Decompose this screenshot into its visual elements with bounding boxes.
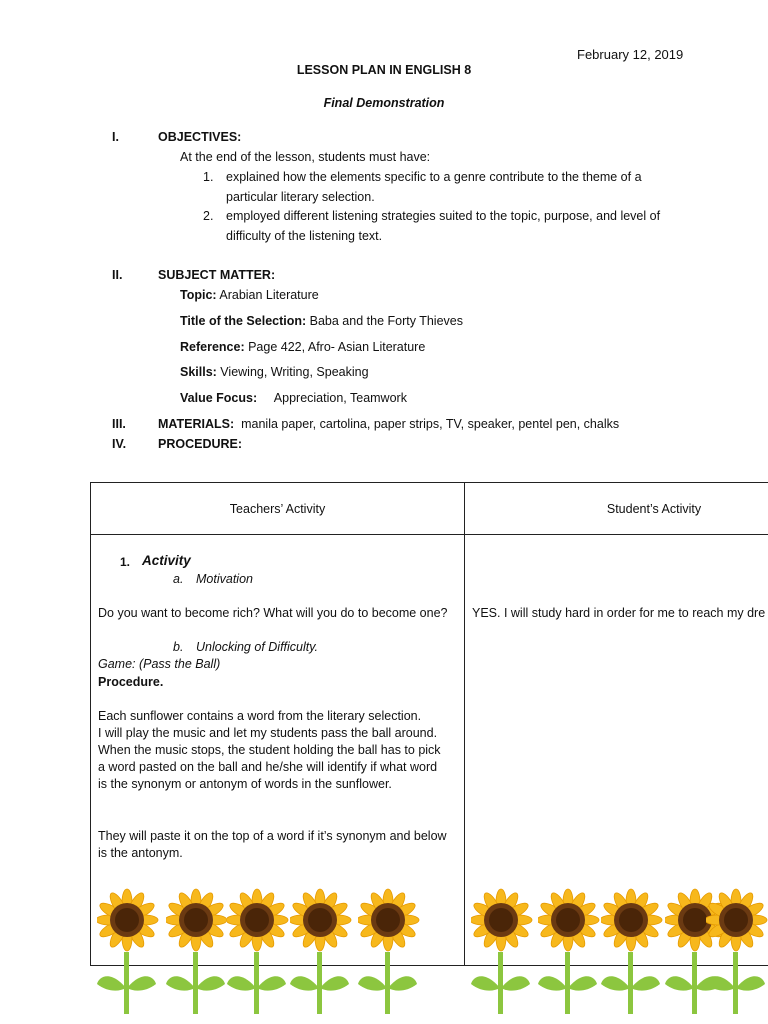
game-label: Game: (Pass the Ball) — [98, 657, 221, 671]
unlocking-label: Unlocking of Difficulty. — [196, 640, 319, 654]
motivation-question: Do you want to become rich? What will you do to become one? — [98, 606, 448, 620]
objective-number: 2. — [203, 209, 214, 223]
paragraph-line: I will play the music and let my students pass the ball around. — [98, 726, 438, 740]
objective-line: difficulty of the listening text. — [226, 229, 383, 243]
sunflower-icon — [290, 888, 352, 1024]
field-topic — [180, 288, 319, 302]
field-title-of-selection — [180, 314, 463, 328]
activity-number: 1. — [120, 555, 131, 569]
column-divider — [464, 483, 465, 965]
field-reference — [180, 340, 425, 354]
sunflower-icon — [358, 888, 420, 1024]
field-label: Skills: — [180, 365, 217, 379]
paragraph-line: is the antonym. — [98, 846, 183, 860]
sunflower-icon — [227, 888, 289, 1024]
document-subtitle: Final Demonstration — [323, 96, 445, 110]
field-label: Reference: — [180, 340, 245, 354]
date: February 12, 2019 — [577, 47, 684, 62]
objective-number: 1. — [203, 170, 214, 184]
field-value: Baba and the Forty Thieves — [306, 314, 463, 328]
objective-line: particular literary selection. — [226, 190, 375, 204]
student-answer: YES. I will study hard in order for me to reach my dre — [472, 606, 766, 620]
field-value: Viewing, Writing, Speaking — [216, 365, 369, 379]
paragraph-line: They will paste it on the top of a word if it’s synonym and below — [98, 829, 447, 843]
materials-line — [158, 417, 619, 431]
materials-value: manila paper, cartolina, paper strips, TV, speaker, pentel pen, chalks — [234, 417, 620, 431]
motivation-letter: a. — [173, 572, 184, 586]
field-value: Arabian Literature — [216, 288, 319, 302]
procedure-label: Procedure. — [98, 675, 164, 689]
materials-numeral: III. — [112, 417, 126, 431]
paragraph-line: is the synonym or antonym of words in the sunflower. — [98, 777, 392, 791]
objectives-intro: At the end of the lesson, students must have: — [180, 150, 431, 164]
sunflower-icon — [538, 888, 600, 1024]
teachers-activity-header: Teachers’ Activity — [229, 502, 326, 516]
field-value: Page 422, Afro- Asian Literature — [244, 340, 426, 354]
field-label: Title of the Selection: — [180, 314, 307, 328]
field-value: Appreciation, Teamwork — [257, 391, 407, 405]
subject-matter-numeral: II. — [112, 268, 123, 282]
paragraph-line: a word pasted on the ball and he/she will identify if what word — [98, 760, 438, 774]
procedure-heading: PROCEDURE: — [158, 437, 243, 451]
objective-line: employed different listening strategies suited to the topic, purpose, and level of — [226, 209, 661, 223]
procedure-numeral: IV. — [112, 437, 127, 451]
motivation-label: Motivation — [196, 572, 253, 586]
field-label: Value Focus: — [180, 391, 258, 405]
paragraph-line: Each sunflower contains a word from the literary selection. — [98, 709, 422, 723]
activity-title: Activity — [142, 553, 191, 568]
header-divider — [91, 534, 768, 535]
objectives-numeral: I. — [112, 130, 119, 144]
field-label: Topic: — [180, 288, 217, 302]
document-title: LESSON PLAN IN ENGLISH 8 — [296, 63, 472, 77]
subject-matter-heading: SUBJECT MATTER: — [158, 268, 276, 282]
paragraph-line: When the music stops, the student holding the ball has to pick — [98, 743, 441, 757]
sunflower-icon — [471, 888, 533, 1024]
sunflower-icon — [166, 888, 228, 1024]
unlocking-letter: b. — [173, 640, 184, 654]
field-skills — [180, 365, 369, 379]
sunflower-icon — [706, 888, 768, 1024]
sunflower-icon — [97, 888, 159, 1024]
materials-heading: MATERIALS: — [158, 417, 235, 431]
sunflower-icon — [601, 888, 663, 1024]
field-value-focus — [180, 391, 407, 405]
objective-line: explained how the elements specific to a genre contribute to the theme of a — [226, 170, 642, 184]
objectives-heading: OBJECTIVES: — [158, 130, 242, 144]
students-activity-header: Student’s Activity — [606, 502, 702, 516]
